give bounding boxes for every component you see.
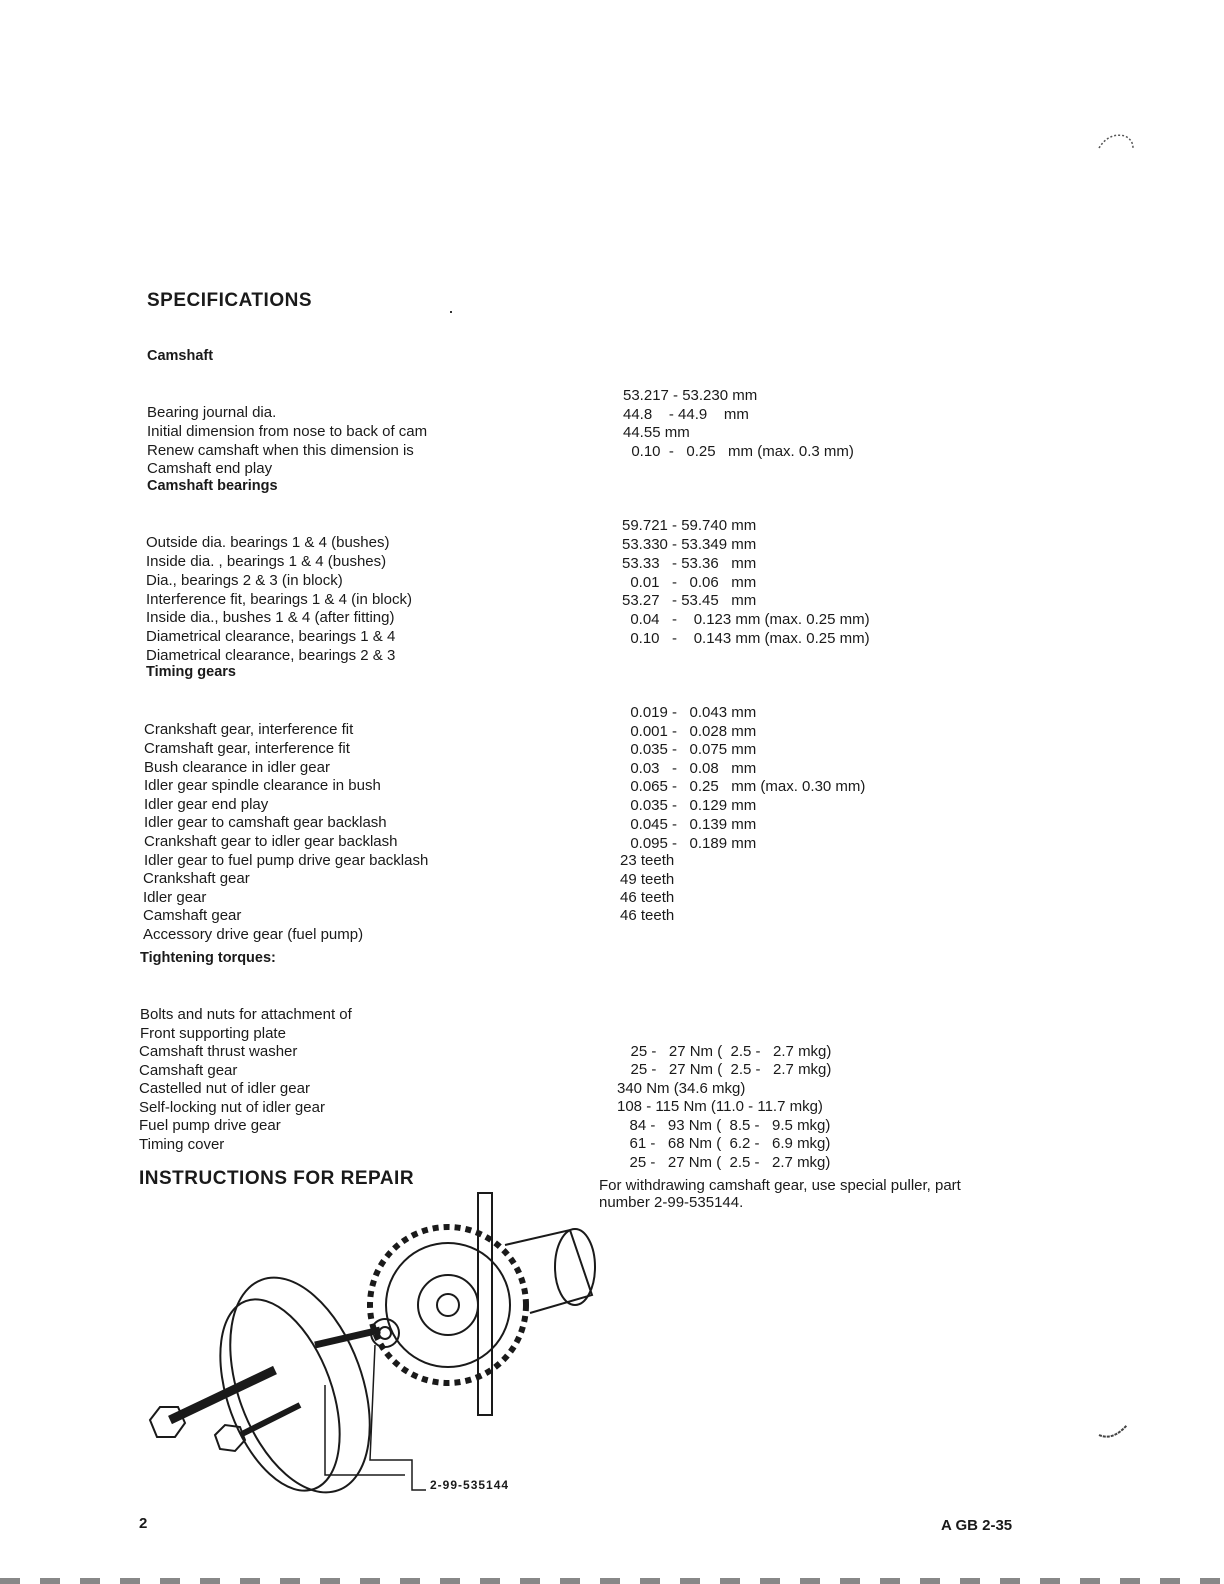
section-heading-timing-gears: Timing gears (146, 664, 236, 680)
spec-table-camshaft (0, 385, 1224, 477)
figure-part-number-label: 2-99-535144 (430, 1478, 510, 1492)
spec-value: 53.27 - 53.45 mm (622, 592, 757, 609)
spec-value: 0.04 - 0.123 mm (max. 0.25 mm) (622, 611, 870, 628)
spec-label: Crankshaft gear (143, 869, 250, 887)
spec-label: Inside dia. , bearings 1 & 4 (bushes) (146, 552, 387, 570)
instructions-heading: INSTRUCTIONS FOR REPAIR (139, 1168, 415, 1189)
spec-label: Dia., bearings 2 & 3 (in block) (146, 571, 343, 589)
spec-label: Camshaft end play (147, 459, 273, 477)
spec-value: 0.065 - 0.25 mm (max. 0.30 mm) (622, 778, 866, 795)
spec-value: 44.8 - 44.9 mm (623, 406, 749, 423)
scan-speck (450, 311, 452, 313)
spec-value: 0.10 - 0.25 mm (max. 0.3 mm) (623, 443, 854, 460)
scan-bottom-edge (0, 1578, 1224, 1584)
document-code: A GB 2-35 (941, 1517, 1013, 1534)
spec-value: 46 teeth (620, 889, 675, 906)
spec-label: Outside dia. bearings 1 & 4 (bushes) (146, 533, 390, 551)
page-number: 2 (139, 1515, 148, 1532)
spec-label: Camshaft gear (143, 906, 242, 924)
spec-label: Bush clearance in idler gear (144, 758, 330, 776)
spec-value: 61 - 68 Nm ( 6.2 - 6.9 mkg) (617, 1135, 831, 1153)
spec-value: 25 - 27 Nm ( 2.5 - 2.7 mkg) (618, 1043, 832, 1061)
spec-value: 0.01 - 0.06 mm (622, 574, 757, 591)
spec-value: 108 - 115 Nm (11.0 - 11.7 mkg) (617, 1098, 823, 1116)
spec-value: 0.001 - 0.028 mm (622, 723, 757, 740)
spec-label: Initial dimension from nose to back of cam (147, 422, 428, 440)
section-heading-tightening-torques: Tightening torques: (140, 950, 276, 966)
spec-value: 0.035 - 0.075 mm (622, 741, 757, 758)
spec-label: Idler gear to camshaft gear backlash (144, 813, 387, 831)
scan-artifact-bottom-right (1095, 1415, 1135, 1445)
spec-label: Accessory drive gear (fuel pump) (143, 925, 364, 943)
spec-label: Crankshaft gear, interference fit (144, 720, 354, 738)
spec-value: 84 - 93 Nm ( 8.5 - 9.5 mkg) (617, 1117, 831, 1135)
spec-label: Camshaft thrust washer (139, 1042, 298, 1060)
spec-value: 53.330 - 53.349 mm (622, 536, 757, 553)
spec-label: Bolts and nuts for attachment of (140, 1005, 352, 1023)
spec-value: 0.095 - 0.189 mm (622, 835, 757, 852)
spec-value: 23 teeth (620, 852, 675, 869)
spec-label: Fuel pump drive gear (139, 1116, 281, 1134)
spec-value: 0.019 - 0.043 mm (622, 704, 757, 721)
spec-value: 44.55 mm (623, 424, 690, 441)
spec-value: 49 teeth (620, 871, 675, 888)
spec-label: Idler gear end play (144, 795, 269, 813)
spec-table-timing-gears (0, 702, 1224, 943)
spec-value: 59.721 - 59.740 mm (622, 517, 757, 534)
spec-label: Diametrical clearance, bearings 2 & 3 (146, 646, 396, 664)
spec-value: 0.035 - 0.129 mm (622, 797, 757, 814)
spec-label: Castelled nut of idler gear (139, 1079, 310, 1097)
spec-value: 25 - 27 Nm ( 2.5 - 2.7 mkg) (617, 1154, 831, 1172)
spec-label: Diametrical clearance, bearings 1 & 4 (146, 627, 396, 645)
spec-label: Crankshaft gear to idler gear backlash (144, 832, 398, 850)
spec-value: 46 teeth (620, 907, 675, 924)
spec-label: Camshaft gear (139, 1061, 238, 1079)
spec-value: 53.217 - 53.230 mm (623, 387, 758, 404)
section-heading-camshaft-bearings: Camshaft bearings (147, 478, 278, 494)
spec-value: 53.33 - 53.36 mm (622, 555, 757, 572)
camshaft-gear-puller-figure (130, 1185, 610, 1505)
spec-label: Idler gear (143, 888, 207, 906)
scan-artifact-top-right (1095, 128, 1140, 168)
spec-label: Timing cover (139, 1135, 225, 1153)
spec-label: Interference fit, bearings 1 & 4 (in block) (146, 590, 412, 608)
spec-label: Bearing journal dia. (147, 403, 277, 421)
spec-value: 0.10 - 0.143 mm (max. 0.25 mm) (622, 630, 870, 647)
instructions-text: For withdrawing camshaft gear, use special puller, part number 2-99-535144. (599, 1177, 961, 1211)
spec-label: Renew camshaft when this dimension is (147, 441, 414, 459)
spec-label: Inside dia., bushes 1 & 4 (after fitting) (146, 608, 395, 626)
spec-label: Cramshaft gear, interference fit (144, 739, 350, 757)
spec-label: Self-locking nut of idler gear (139, 1098, 325, 1116)
spec-table-tightening-torques (0, 987, 1224, 1172)
page-title: SPECIFICATIONS (147, 290, 312, 311)
spec-label: Idler gear spindle clearance in bush (144, 776, 381, 794)
spec-label: Idler gear to fuel pump drive gear backlash (144, 851, 429, 869)
spec-value: 0.03 - 0.08 mm (622, 760, 757, 777)
spec-value: 25 - 27 Nm ( 2.5 - 2.7 mkg) (618, 1061, 832, 1079)
spec-label: Front supporting plate (140, 1024, 286, 1042)
spec-table-camshaft-bearings (0, 515, 1224, 664)
spec-value: 0.045 - 0.139 mm (622, 816, 757, 833)
spec-value: 340 Nm (34.6 mkg) (617, 1080, 746, 1098)
section-heading-camshaft: Camshaft (147, 348, 214, 364)
